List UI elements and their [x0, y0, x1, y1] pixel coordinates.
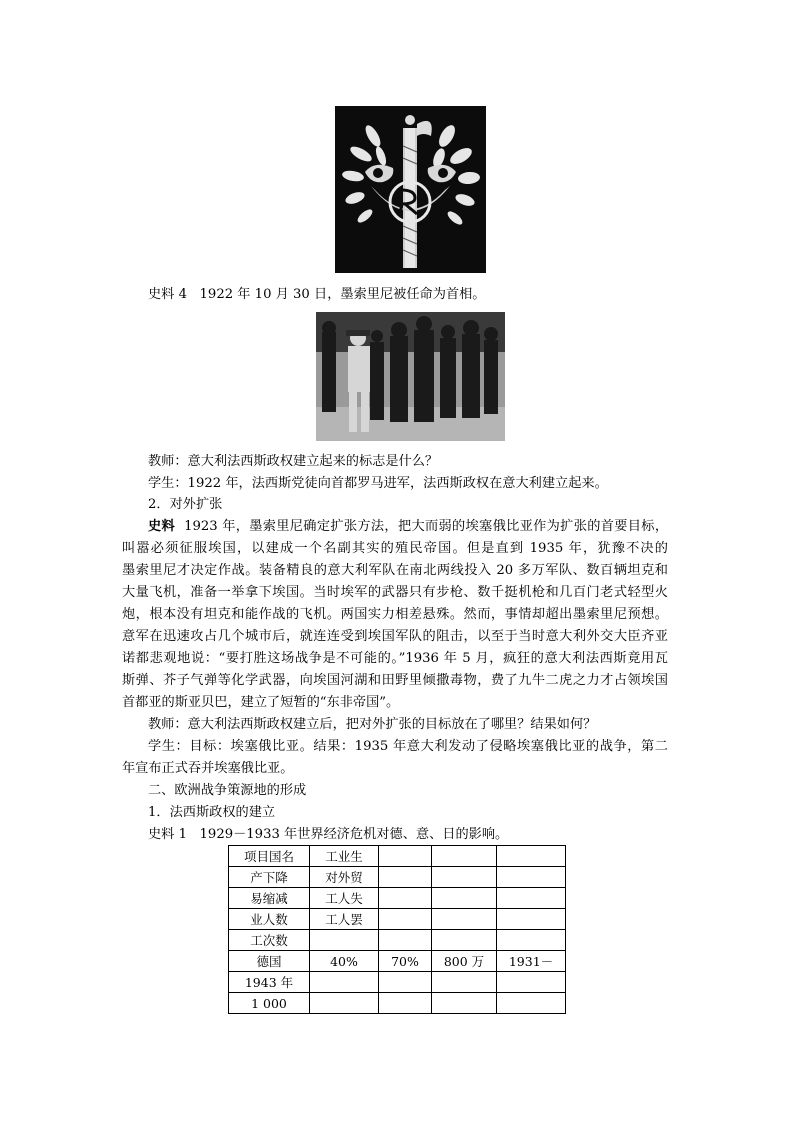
table-cell — [379, 867, 432, 888]
table-cell: 德国 — [229, 951, 310, 972]
source-4-text: 1922 年 10 月 30 日，墨索里尼被任命为首相。 — [199, 287, 486, 302]
table-body — [229, 846, 566, 1014]
table-cell: 40% — [310, 951, 379, 972]
table-cell: 1931－ — [497, 951, 566, 972]
table-cell: 工人失 — [310, 888, 379, 909]
table-row — [229, 930, 566, 951]
table-cell — [432, 972, 497, 993]
table-cell: 业人数 — [229, 909, 310, 930]
table-cell — [310, 930, 379, 951]
expansion-paragraph-line-8: 斯弹、芥子气弹等化学武器，向埃国河湖和田野里倾撒毒物，费了九牛二虎之力才占领埃国 — [122, 673, 668, 688]
expansion-paragraph-line-6: 意军在迅速攻占几个城市后，就连连受到埃国军队的阻击，以至于当时意大利外交大臣齐亚 — [122, 629, 668, 644]
expansion-paragraph-line-7: 诺都悲观地说：“要打胜这场战争是不可能的。”1936 年 5 月，疯狂的意大利法西斯竟用瓦 — [122, 651, 668, 666]
table-row — [229, 867, 566, 888]
expansion-paragraph-line-5: 炮，根本没有坦克和能作战的飞机。两国实力相差悬殊。然而，事情却超出墨索里尼预想。 — [122, 607, 668, 622]
table-cell: 1 000 — [229, 993, 310, 1014]
table-cell — [432, 930, 497, 951]
economic-crisis-table — [228, 845, 566, 1014]
expansion-paragraph-line-1 — [148, 516, 668, 538]
table-cell — [379, 972, 432, 993]
table-cell: 工次数 — [229, 930, 310, 951]
table-row — [229, 993, 566, 1014]
table-cell — [497, 888, 566, 909]
table-cell — [432, 909, 497, 930]
table-cell: 70% — [379, 951, 432, 972]
table-cell — [379, 888, 432, 909]
table-row — [229, 951, 566, 972]
fascist-regime-heading: 1．法西斯政权的建立 — [148, 805, 276, 820]
table-cell — [497, 930, 566, 951]
table-cell — [432, 867, 497, 888]
table-row — [229, 846, 566, 867]
paragraph-text: 1923 年，墨索里尼确定扩张方法，把大而弱的埃塞俄比亚作为扩张的首要目标， — [184, 519, 669, 534]
table-cell: 易缩减 — [229, 888, 310, 909]
table-cell — [497, 909, 566, 930]
table-cell — [379, 846, 432, 867]
table-cell — [379, 909, 432, 930]
source-4-line — [148, 284, 694, 306]
table-cell: 项目国名 — [229, 846, 310, 867]
section-heading-expansion: 2．对外扩张 — [148, 497, 223, 512]
teacher-question-1: 教师：意大利法西斯政权建立起来的标志是什么？ — [148, 454, 439, 469]
table-cell: 1943 年 — [229, 972, 310, 993]
table-cell — [379, 993, 432, 1014]
table-cell: 工人罢 — [310, 909, 379, 930]
table-cell — [497, 867, 566, 888]
table-cell — [379, 930, 432, 951]
source-1-text: 1929－1933 年世界经济危机对德、意、日的影响。 — [199, 827, 509, 842]
mussolini-photo — [316, 312, 505, 441]
expansion-paragraph-line-9: 首都亚的斯亚贝巴，建立了短暂的“东非帝国”。 — [122, 695, 400, 710]
table-cell — [497, 846, 566, 867]
source-1-line — [148, 824, 694, 846]
table-cell — [432, 846, 497, 867]
coat-of-arms-image — [335, 106, 486, 273]
student-answer-1: 学生：1922 年，法西斯党徒向首都罗马进军，法西斯政权在意大利建立起来。 — [148, 476, 608, 491]
emblem-drawing — [335, 106, 486, 273]
table-row — [229, 888, 566, 909]
part-two-heading: 二、欧洲战争策源地的形成 — [148, 783, 307, 798]
table-cell — [432, 888, 497, 909]
source-4-label: 史料 4 — [148, 287, 187, 302]
expansion-paragraph-line-2: 叫嚣必须征服埃国，以建成一个名副其实的殖民帝国。但是直到 1935 年，犹豫不决的 — [122, 541, 668, 556]
table-cell — [310, 993, 379, 1014]
expansion-paragraph-line-4: 大量飞机，准备一举拿下埃国。当时埃军的武器只有步枪、数千挺机枪和几百门老式轻型火 — [122, 585, 668, 600]
source-label: 史料 — [148, 519, 176, 534]
student-answer-2-line-2: 年宣布正式吞并埃塞俄比亚。 — [122, 761, 294, 776]
table-cell — [497, 993, 566, 1014]
source-1-label: 史料 1 — [148, 827, 187, 842]
table-row — [229, 909, 566, 930]
student-answer-2-line-1: 学生：目标：埃塞俄比亚。结果：1935 年意大利发动了侵略埃塞俄比亚的战争，第二 — [148, 739, 668, 754]
table-cell: 产下降 — [229, 867, 310, 888]
table-cell: 对外贸 — [310, 867, 379, 888]
expansion-paragraph-line-3: 墨索里尼才决定作战。装备精良的意大利军队在南北两线投入 20 多万军队、数百辆坦克和 — [122, 563, 668, 578]
table-cell — [310, 972, 379, 993]
table-cell — [432, 993, 497, 1014]
teacher-question-2: 教师：意大利法西斯政权建立后，把对外扩张的目标放在了哪里？结果如何？ — [148, 717, 597, 732]
table-cell — [497, 972, 566, 993]
photo-drawing — [316, 312, 505, 441]
table-row — [229, 972, 566, 993]
table-cell: 800 万 — [432, 951, 497, 972]
table-cell: 工业生 — [310, 846, 379, 867]
